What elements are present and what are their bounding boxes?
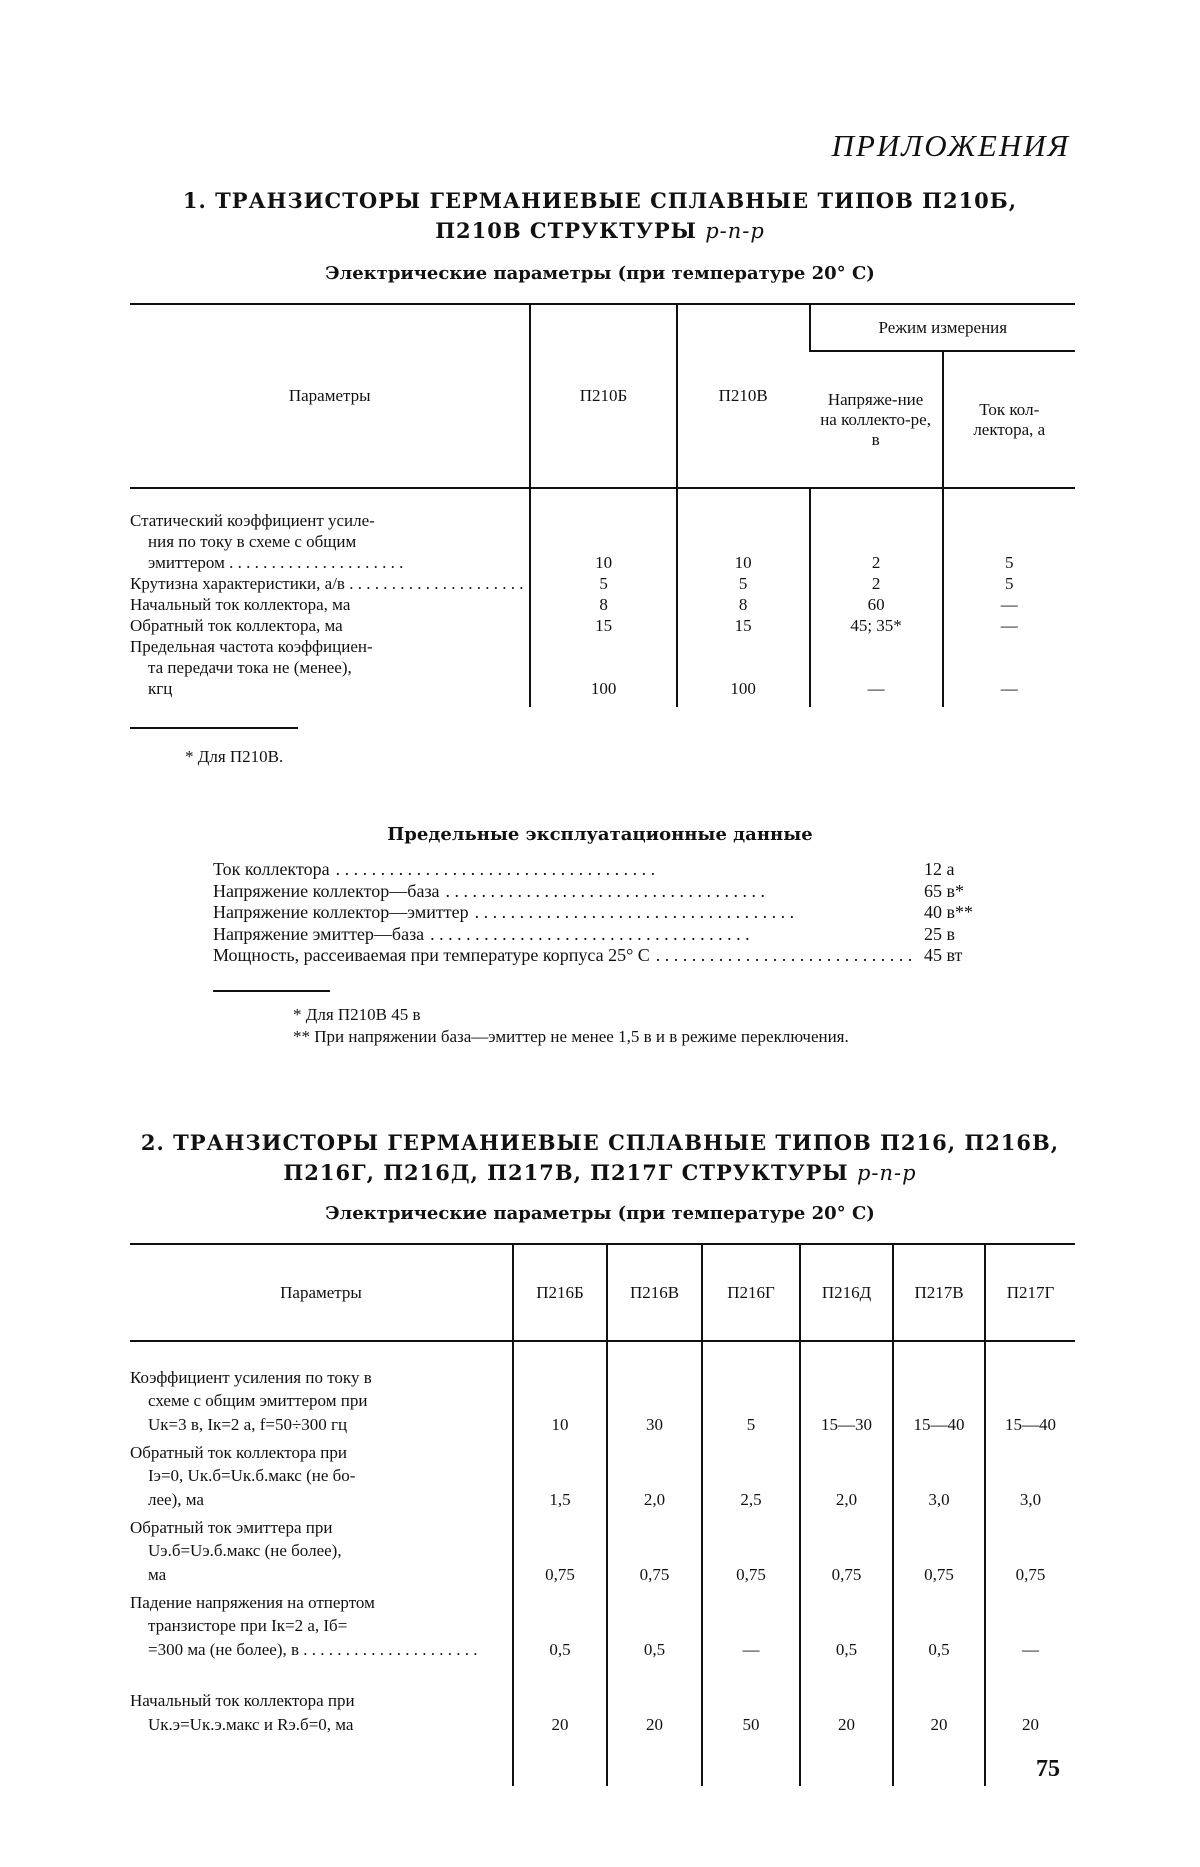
param-cell: [130, 636, 530, 699]
value-cell: 3,0: [985, 1436, 1075, 1511]
limit-label: Напряжение эмиттер—база: [213, 924, 424, 946]
value-cell: 100: [677, 636, 810, 699]
param-line: эмиттером . . .: [130, 552, 523, 573]
value-cell: 3,0: [893, 1436, 985, 1511]
header-П217В: П217В: [893, 1244, 985, 1341]
param-line: Начальный ток коллектора, ма: [130, 594, 523, 615]
param-line: Uэ.б=Uэ.б.макс (не более),: [130, 1539, 506, 1563]
value-cell: —: [943, 594, 1075, 615]
table-row: [130, 636, 1075, 699]
value-cell: 0,75: [607, 1511, 702, 1586]
table-row: [130, 594, 1075, 615]
footnote: ** При напряжении база—эмиттер не менее 1,5 в и в режиме переключения.: [213, 1026, 993, 1048]
limit-row: [213, 881, 986, 903]
value-cell: 10: [677, 510, 810, 573]
param-line: Iэ=0, Uк.б=Uк.б.макс (не бо-: [130, 1464, 506, 1488]
header-mode: Режим измерения: [810, 304, 1075, 351]
value-cell: 20: [800, 1661, 893, 1736]
value-cell: 30: [607, 1361, 702, 1436]
value-cell: —: [943, 636, 1075, 699]
limit-label: Ток коллектора: [213, 859, 330, 881]
table-row: [130, 1436, 1075, 1511]
spacer-cell: [943, 488, 1075, 510]
title-line: П210В СТРУКТУРЫ: [435, 218, 697, 243]
spacer-cell: [702, 1736, 800, 1786]
value-cell: 5: [702, 1361, 800, 1436]
page-number: 75: [1036, 1756, 1060, 1783]
value-cell: —: [985, 1586, 1075, 1661]
spacer-cell: [607, 1736, 702, 1786]
limit-row: [213, 945, 986, 967]
table-1-electrical-params: [130, 303, 1075, 707]
param-line: Статический коэффициент усиле-: [130, 510, 523, 531]
limits-footnotes: [213, 1004, 993, 1048]
leader-dots: [336, 859, 918, 881]
header-П216Г: П216Г: [702, 1244, 800, 1341]
param-cell: [130, 1661, 513, 1736]
title-line: 1. ТРАНЗИСТОРЫ ГЕРМАНИЕВЫЕ СПЛАВНЫЕ ТИПОВ П210Б,: [0, 186, 1200, 216]
value-cell: 15—40: [985, 1361, 1075, 1436]
footnote: * Для П210В 45 в: [213, 1004, 993, 1026]
param-line: та передачи тока не (менее),: [130, 657, 523, 678]
title-line: П216Г, П216Д, П217В, П217Г СТРУКТУРЫ: [283, 1160, 848, 1185]
value-cell: 20: [607, 1661, 702, 1736]
param-line: Обратный ток эмиттера при: [130, 1516, 506, 1540]
spacer-cell: [893, 1341, 985, 1361]
value-cell: 2: [810, 510, 943, 573]
limit-row: [213, 859, 986, 881]
value-cell: —: [943, 615, 1075, 636]
value-cell: 20: [513, 1661, 607, 1736]
value-cell: 2: [810, 573, 943, 594]
param-cell: [130, 1511, 513, 1586]
leader-dots: [475, 902, 918, 924]
param-cell: [130, 510, 530, 573]
value-cell: 5: [530, 573, 676, 594]
limit-label: Напряжение коллектор—эмиттер: [213, 902, 469, 924]
value-cell: 0,75: [513, 1511, 607, 1586]
value-cell: —: [702, 1586, 800, 1661]
value-cell: 20: [893, 1661, 985, 1736]
structure-label: p-n-p: [857, 1161, 917, 1185]
header-voltage: Напряже-ние на коллекто-ре, в: [810, 351, 943, 488]
value-cell: 5: [677, 573, 810, 594]
table-row: [130, 573, 1075, 594]
table-row: [130, 1661, 1075, 1736]
param-line: кгц: [130, 678, 523, 699]
limit-label: Мощность, рассеиваемая при температуре корпуса 25° С: [213, 945, 650, 967]
param-cell: [130, 615, 530, 636]
value-cell: 0,75: [800, 1511, 893, 1586]
param-line: Обратный ток коллектора при: [130, 1441, 506, 1465]
value-cell: 5: [943, 573, 1075, 594]
param-cell: [130, 573, 530, 594]
param-line: Коэффициент усиления по току в: [130, 1366, 506, 1390]
table-2-electrical-params: [130, 1243, 1075, 1786]
value-cell: 60: [810, 594, 943, 615]
param-cell: [130, 1436, 513, 1511]
footnote-rule: [213, 990, 330, 992]
param-cell: [130, 1361, 513, 1436]
table-row: [130, 1586, 1075, 1661]
param-cell: [130, 594, 530, 615]
value-cell: 0,5: [800, 1586, 893, 1661]
header-П217Г: П217Г: [985, 1244, 1075, 1341]
leader-dots: [446, 881, 918, 903]
appendix-heading: ПРИЛОЖЕНИЯ: [832, 128, 1070, 164]
value-cell: 8: [677, 594, 810, 615]
value-cell: 50: [702, 1661, 800, 1736]
spacer-cell: [702, 1341, 800, 1361]
spacer-cell: [513, 1341, 607, 1361]
value-cell: 2,0: [607, 1436, 702, 1511]
param-line: Крутизна характеристики, а/в . . .: [130, 573, 523, 594]
spacer-cell: [893, 1736, 985, 1786]
header-params: Параметры: [130, 304, 530, 488]
value-cell: 100: [530, 636, 676, 699]
section-2-subtitle: Электрические параметры (при температуре 20° С): [0, 1203, 1200, 1224]
header-p210b: П210Б: [530, 304, 676, 488]
param-line: Uк.э=Uк.э.макс и Rэ.б=0, ма: [130, 1713, 506, 1737]
param-line: лее), ма: [130, 1488, 506, 1512]
header-params: Параметры: [130, 1244, 513, 1341]
section-1-subtitle: Электрические параметры (при температуре 20° С): [0, 263, 1200, 284]
param-cell: [130, 1586, 513, 1661]
param-line: =300 ма (не более), в . . .: [130, 1638, 506, 1662]
value-cell: 0,75: [702, 1511, 800, 1586]
value-cell: 10: [513, 1361, 607, 1436]
spacer-cell: [530, 699, 676, 707]
param-line: Обратный ток коллектора, ма: [130, 615, 523, 636]
value-cell: 0,5: [893, 1586, 985, 1661]
limits-title: Предельные эксплуатационные данные: [0, 824, 1200, 845]
table-row: [130, 510, 1075, 573]
limit-value: 12 а: [924, 859, 986, 881]
limit-value: 65 в*: [924, 881, 986, 903]
param-line: транзисторе при Iк=2 а, Iб=: [130, 1614, 506, 1638]
spacer-cell: [130, 1341, 513, 1361]
param-line: ния по току в схеме с общим: [130, 531, 523, 552]
spacer-cell: [985, 1736, 1075, 1786]
limit-value: 25 в: [924, 924, 986, 946]
spacer-cell: [530, 488, 676, 510]
spacer-cell: [677, 699, 810, 707]
section-2-title: [0, 1128, 1200, 1188]
spacer-cell: [800, 1341, 893, 1361]
value-cell: 0,75: [985, 1511, 1075, 1586]
value-cell: 45; 35*: [810, 615, 943, 636]
value-cell: 1,5: [513, 1436, 607, 1511]
structure-label: p-n-p: [705, 219, 765, 243]
spacer-cell: [130, 488, 530, 510]
section-1-title: [0, 186, 1200, 246]
header-П216Д: П216Д: [800, 1244, 893, 1341]
limit-label: Напряжение коллектор—база: [213, 881, 440, 903]
param-line: Uк=3 в, Iк=2 а, f=50÷300 гц: [130, 1413, 506, 1437]
table-row: [130, 615, 1075, 636]
spacer-cell: [513, 1736, 607, 1786]
value-cell: 0,5: [607, 1586, 702, 1661]
table-row: [130, 1361, 1075, 1436]
limit-value: 40 в**: [924, 902, 986, 924]
spacer-cell: [800, 1736, 893, 1786]
limit-value: 45 вт: [924, 945, 986, 967]
param-line: ма: [130, 1563, 506, 1587]
value-cell: 15: [677, 615, 810, 636]
limit-row: [213, 924, 986, 946]
title-line: 2. ТРАНЗИСТОРЫ ГЕРМАНИЕВЫЕ СПЛАВНЫЕ ТИПОВ П216, П216В,: [0, 1128, 1200, 1158]
footnote: * Для П210В.: [185, 746, 283, 768]
header-П216В: П216В: [607, 1244, 702, 1341]
value-cell: 15: [530, 615, 676, 636]
spacer-cell: [130, 699, 530, 707]
param-line: Падение напряжения на отпертом: [130, 1591, 506, 1615]
spacer-cell: [810, 488, 943, 510]
param-line: Предельная частота коэффициен-: [130, 636, 523, 657]
value-cell: 10: [530, 510, 676, 573]
value-cell: 0,5: [513, 1586, 607, 1661]
limit-row: [213, 902, 986, 924]
value-cell: —: [810, 636, 943, 699]
value-cell: 8: [530, 594, 676, 615]
value-cell: 15—40: [893, 1361, 985, 1436]
spacer-cell: [130, 1736, 513, 1786]
spacer-cell: [943, 699, 1075, 707]
value-cell: 5: [943, 510, 1075, 573]
value-cell: 15—30: [800, 1361, 893, 1436]
value-cell: 0,75: [893, 1511, 985, 1586]
header-П216Б: П216Б: [513, 1244, 607, 1341]
leader-dots: [430, 924, 918, 946]
header-current: Ток кол-лектора, а: [943, 351, 1075, 488]
limits-list: [213, 859, 986, 967]
table-row: [130, 1511, 1075, 1586]
footnote-rule: [130, 727, 298, 729]
param-line: схеме с общим эмиттером при: [130, 1389, 506, 1413]
spacer-cell: [677, 488, 810, 510]
spacer-cell: [985, 1341, 1075, 1361]
leader-dots: [656, 945, 918, 967]
header-p210v: П210В: [677, 304, 810, 488]
spacer-cell: [810, 699, 943, 707]
param-line: Начальный ток коллектора при: [130, 1689, 506, 1713]
value-cell: 2,5: [702, 1436, 800, 1511]
value-cell: 2,0: [800, 1436, 893, 1511]
spacer-cell: [607, 1341, 702, 1361]
value-cell: 20: [985, 1661, 1075, 1736]
